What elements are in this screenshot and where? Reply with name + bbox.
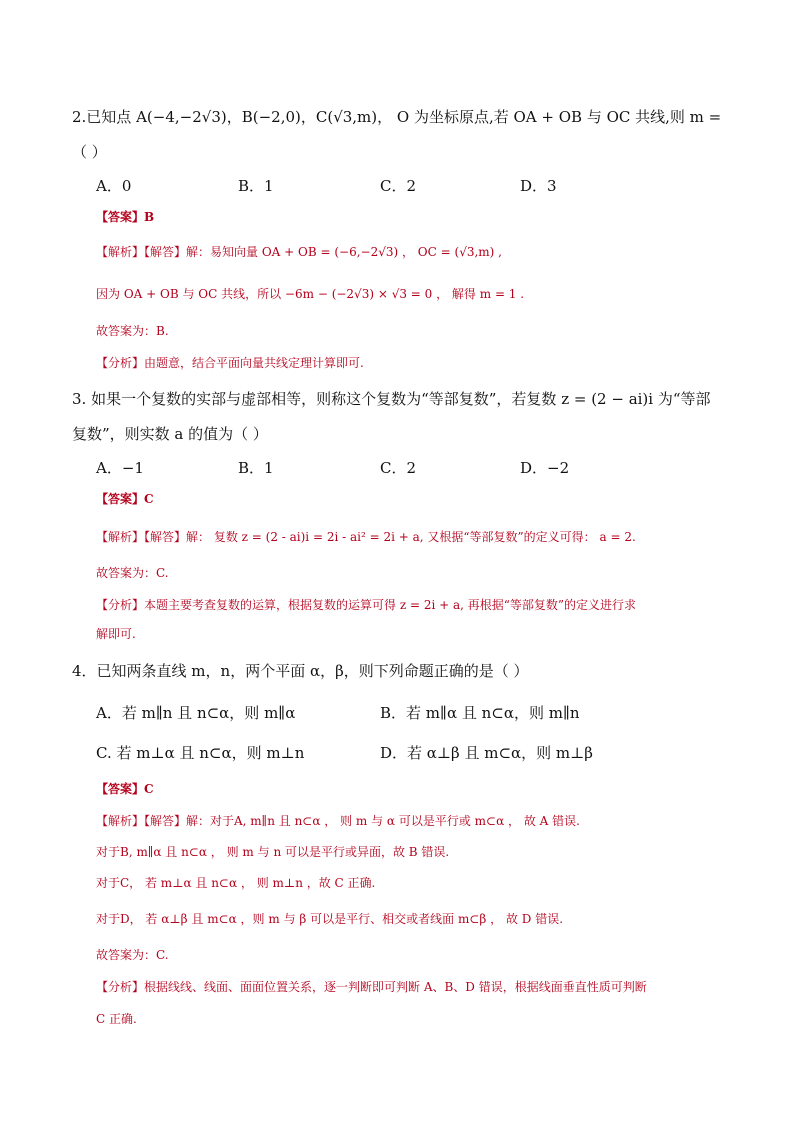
q4-option-b: B．若 m∥α 且 n⊂α，则 m∥n bbox=[380, 704, 580, 722]
q3-conclusion: 故答案为：C. bbox=[96, 566, 169, 580]
q2-stem-line1: 2.已知点 A(−4,−2√3)，B(−2,0)，C(√3,m)， O 为坐标原点,若 OA + OB 与 OC 共线,则 m = bbox=[72, 108, 722, 126]
q4-answer: 【答案】C bbox=[96, 782, 154, 796]
q4-conclusion: 故答案为：C. bbox=[96, 948, 169, 962]
q4-analysis-line2: 对于B, m∥α 且 n⊂α ， 则 m 与 n 可以是平行或异面，故 B 错误. bbox=[96, 845, 450, 859]
q3-answer: 【答案】C bbox=[96, 492, 154, 506]
q2-analysis-line2: 因为 OA + OB 与 OC 共线，所以 −6m − (−2√3) × √3 = 0 ， 解得 m = 1 . bbox=[96, 287, 525, 301]
q4-option-d: D．若 α⊥β 且 m⊂α，则 m⊥β bbox=[380, 744, 593, 762]
q2-option-d: D．3 bbox=[520, 177, 557, 195]
q2-stem-line2: （ ） bbox=[72, 143, 107, 161]
q3-option-a: A．−1 bbox=[96, 459, 144, 477]
q4-fenxi-line1: 【分析】根据线线、线面、面面位置关系，逐一判断即可判断 A、B、D 错误，根据线面垂直性质可判断 bbox=[96, 980, 647, 994]
q4-stem: 4．已知两条直线 m，n，两个平面 α，β，则下列命题正确的是（ ） bbox=[72, 662, 529, 680]
q3-fenxi-line2: 解即可. bbox=[96, 627, 136, 641]
q2-answer: 【答案】B bbox=[96, 210, 155, 224]
q3-option-c: C．2 bbox=[380, 459, 417, 477]
q4-analysis-line4: 对于D， 若 α⊥β 且 m⊂α ，则 m 与 β 可以是平行、相交或者线面 m⊂β ， 故 D 错误. bbox=[96, 912, 564, 926]
q2-option-a: A．0 bbox=[96, 177, 132, 195]
q2-conclusion: 故答案为：B. bbox=[96, 324, 169, 338]
q4-fenxi-line2: C 正确. bbox=[96, 1012, 137, 1026]
q2-analysis-line1: 【解析】【解答】解：易知向量 OA + OB = (−6,−2√3) ， OC = (√3,m) , bbox=[96, 245, 502, 259]
q3-analysis: 【解析】【解答】解： 复数 z = (2 - ai)i = 2i - ai² = 2i + a, 又根据“等部复数”的定义可得： a = 2. bbox=[96, 530, 636, 544]
q2-fenxi: 【分析】由题意，结合平面向量共线定理计算即可. bbox=[96, 356, 364, 370]
q3-fenxi-line1: 【分析】本题主要考查复数的运算，根据复数的运算可得 z = 2i + a, 再根据“等部复数”的定义进行求 bbox=[96, 598, 637, 612]
q2-option-c: C．2 bbox=[380, 177, 417, 195]
q3-stem-line2: 复数”，则实数 a 的值为（ ） bbox=[72, 425, 268, 443]
q4-option-a: A．若 m∥n 且 n⊂α，则 m∥α bbox=[96, 704, 296, 722]
q2-option-b: B．1 bbox=[238, 177, 274, 195]
q4-analysis-line3: 对于C， 若 m⊥α 且 n⊂α ， 则 m⊥n ，故 C 正确. bbox=[96, 876, 376, 890]
q3-option-b: B．1 bbox=[238, 459, 274, 477]
q3-stem-line1: 3. 如果一个复数的实部与虚部相等，则称这个复数为“等部复数”，若复数 z = (2 − ai)i 为“等部 bbox=[72, 390, 711, 408]
q4-option-c: C. 若 m⊥α 且 n⊂α，则 m⊥n bbox=[96, 744, 305, 762]
q3-option-d: D．−2 bbox=[520, 459, 570, 477]
q4-analysis-line1: 【解析】【解答】解：对于A, m∥n 且 n⊂α ， 则 m 与 α 可以是平行或 m⊂α ， 故 A 错误. bbox=[96, 814, 580, 828]
